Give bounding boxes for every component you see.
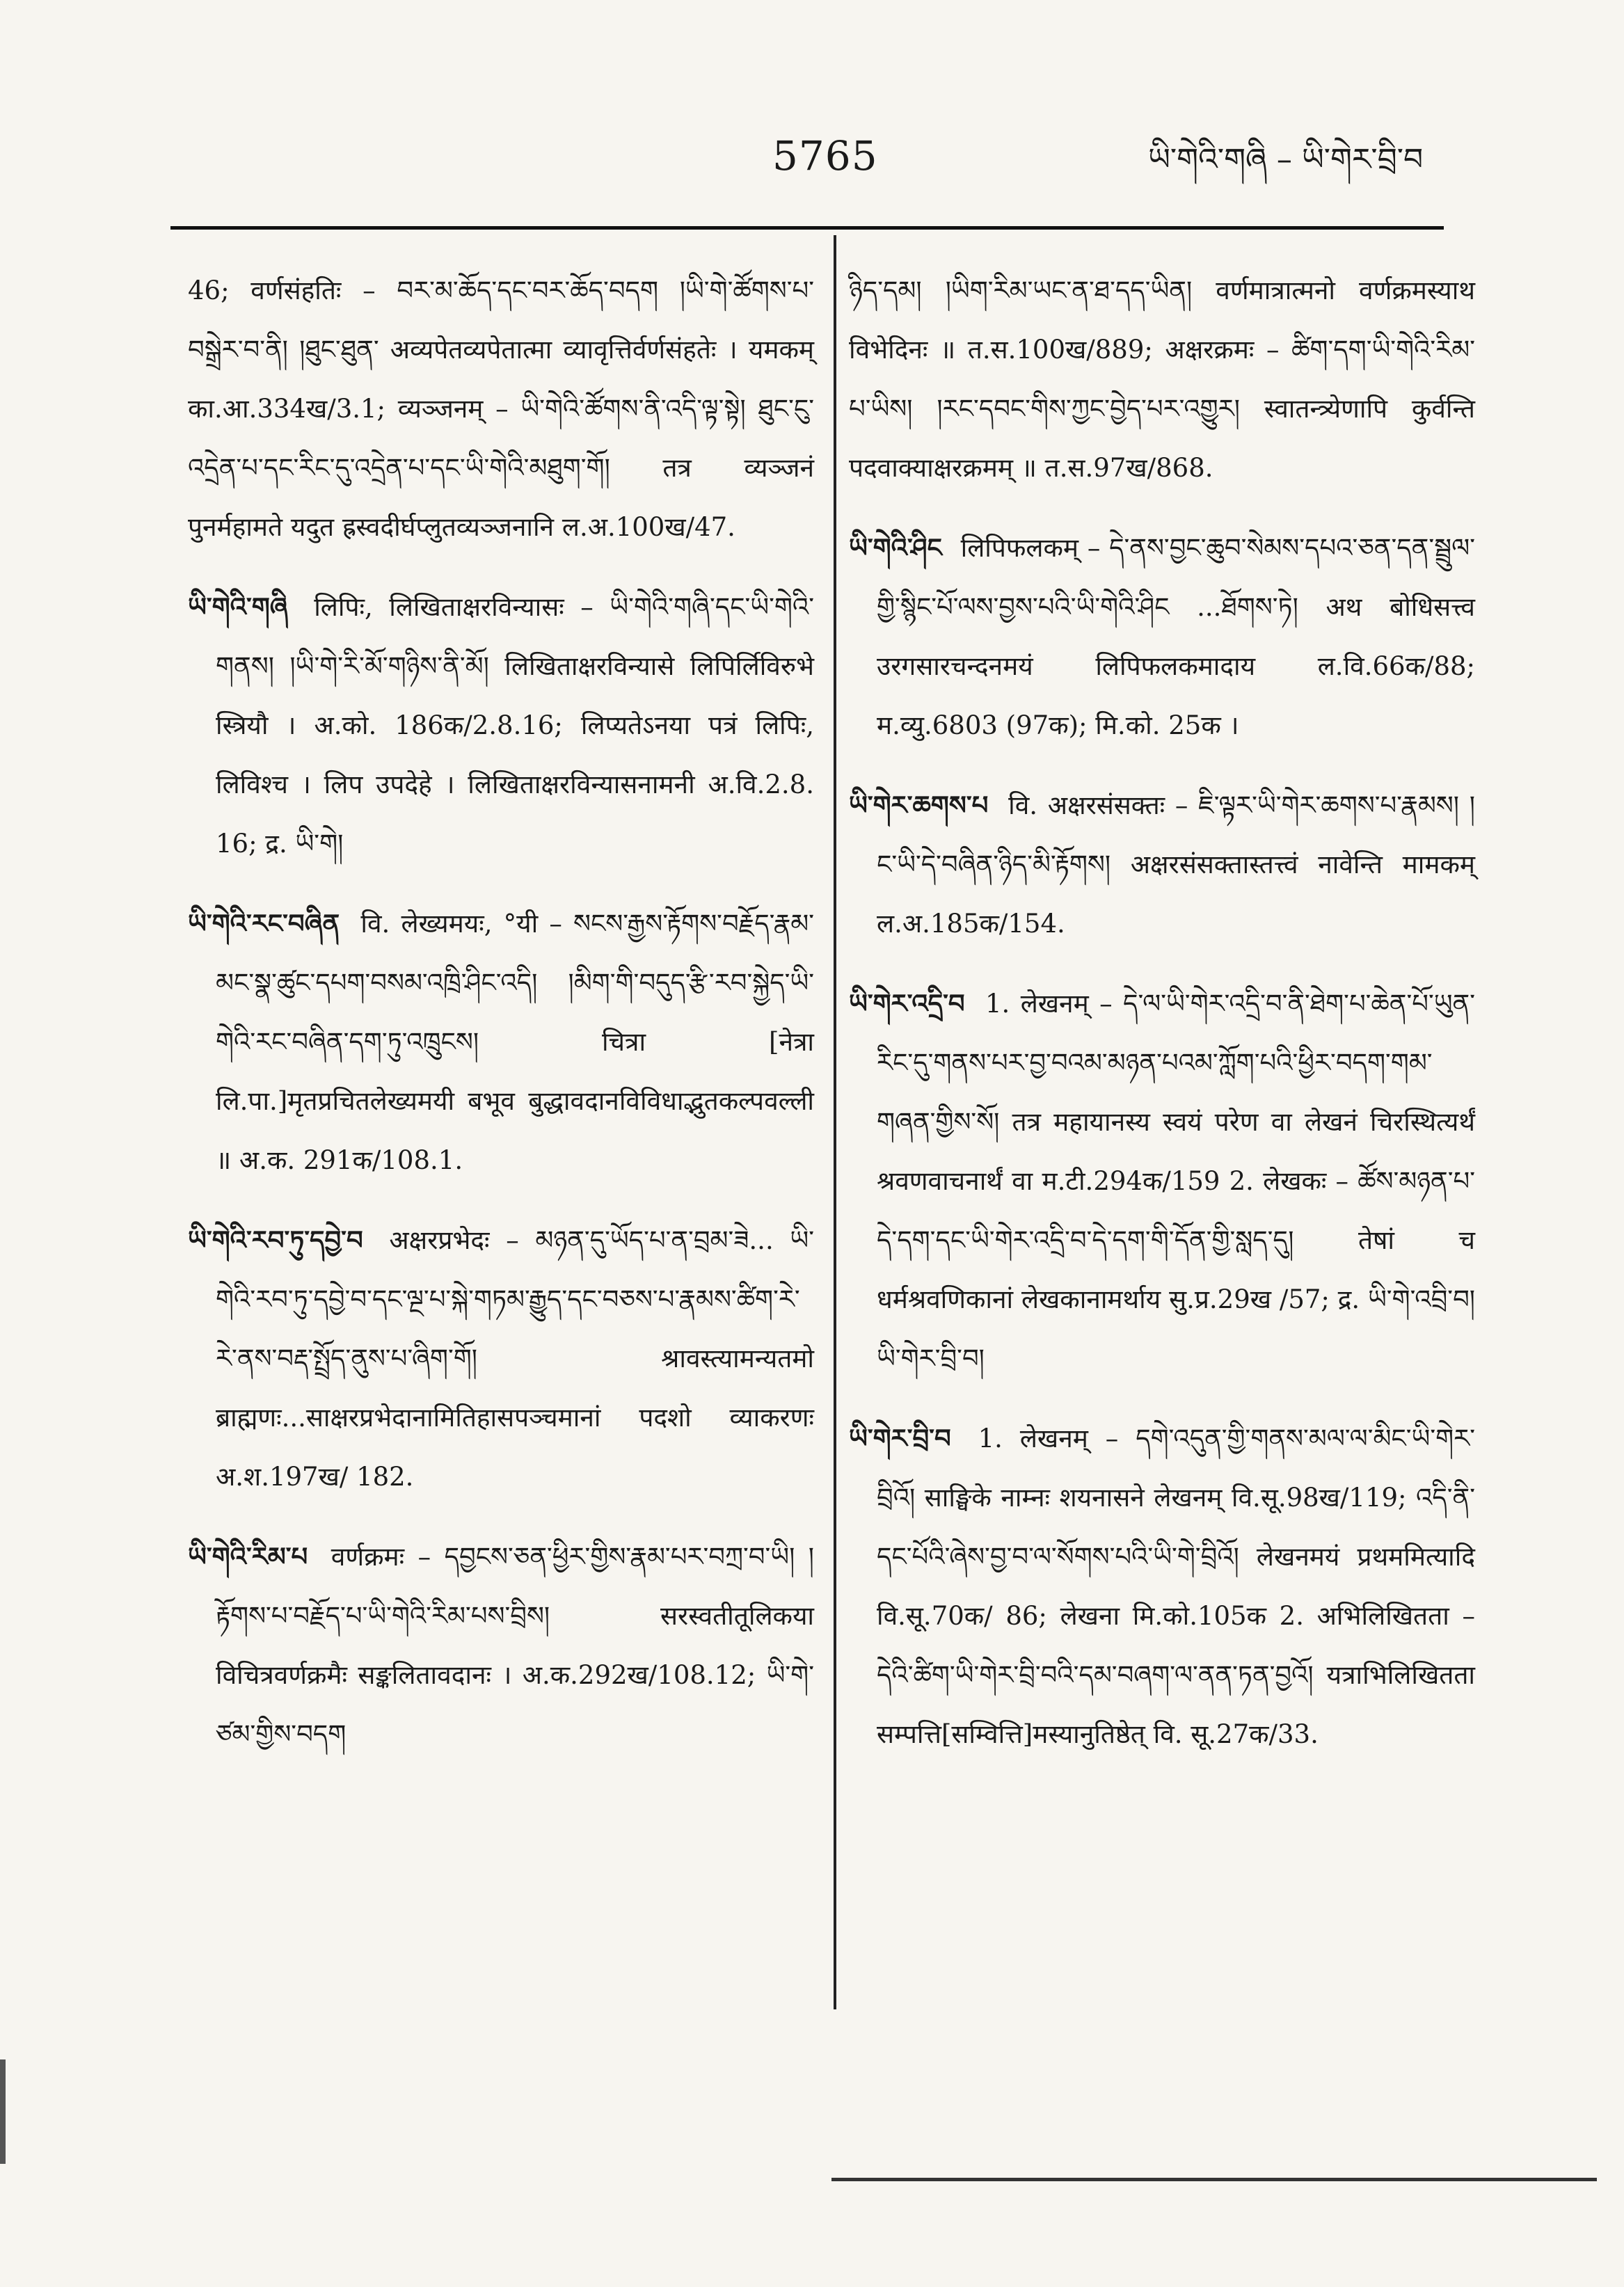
entry-headword: ཡི་གེར་བྲི་བ	[849, 1424, 951, 1453]
dictionary-entry	[849, 776, 1475, 953]
bottom-rule	[831, 2178, 1597, 2181]
entry-text: वि. अक्षरसंसक्तः – ཇི་ལྟར་ཡི་གེར་ཆགས་པ་རྣམས། །ང་ཡི་དེ་བཞིན་ཉིད་མི་རྟོགས། अक्षरसंसक्तास्तत्त्वं नावेन्ति मामकम् ल.अ.185क/154.	[877, 790, 1475, 939]
entry-text: ཉིད་དམ། །ཡིག་རིམ་ཡང་ན་ཐ་དད་ཡིན། वर्णमात्रात्मनो वर्णक्रमस्याथ विभेदिनः ॥ त.स.100ख/889; अक्षरक्रमः – ཚིག་དག་ཡི་གེའི་རིམ་པ་ཡིས། །རང་དབང་གིས་ཀྱང་བྱེད་པར་འགྱུར། स्वातन्त्र्येणापि कुर्वन्ति पदवाक्याक्षरक्रमम् ॥ त.स.97ख/868.	[849, 276, 1475, 483]
entry-headword: ཡི་གེར་འདྲི་བ	[849, 989, 965, 1019]
entry-text: वि. लेख्यमयः, °यी – སངས་རྒྱས་རྟོགས་བརྗོད་རྣམ་མང་སྣ་ཚུང་དཔག་བསམ་འཁྲི་ཤིང་འདི། །མིག་གི་བདུད་རྩི་རབ་སྐྱེད་ཡི་གེའི་རང་བཞིན་དག་ཏུ་འཁྲུངས། चित्रा [नेत्रा लि.पा.]मृतप्रचितलेख्यमयी बभूव बुद्धावदानविविधाद्भुतकल्पवल्ली ॥ अ.क. 291क/108.1.	[216, 909, 815, 1175]
entry-text: 1. लेखनम् – དེ་ལ་ཡི་གེར་འདྲི་བ་ནི་ཐེག་པ་ཆེན་པོ་ཡུན་རིང་དུ་གནས་པར་བྱ་བའམ་མཉན་པའམ་ཀློག་པའི་ཕྱིར་བདག་གམ་གཞན་གྱིས་སོ། तत्र महायानस्य स्वयं परेण वा लेखनं चिरस्थित्यर्थं श्रवणवाचनार्थं वा म.टी.294क/159 2. लेखकः – ཚོས་མཉན་པ་དེ་དག་དང་ཡི་གེར་འདྲི་བ་དེ་དག་གི་དོན་གྱི་སླད་དུ། तेषां च धर्मश्रवणिकानां लेखकानामर्थाय सु.प्र.29ख /57; द्र. ཡི་གེ་འབྲི་བ། ཡི་གེར་བྲི་བ།	[877, 989, 1475, 1373]
entry-text: लिपिः, लिखिताक्षरविन्यासः – ཡི་གེའི་གཞི་དང་ཡི་གེའི་གནས། །ཡི་གེ་རི་མོ་གཉིས་ནི་མོ། लिखिताक्षरविन्यासे लिपिर्लिविरुभे स्त्रियौ । अ.को. 186क/2.8.16; लिप्यतेऽनया पत्रं लिपिः, लिविश्च । लिप उपदेहे । लिखिताक्षरविन्यासनामनी अ.वि.2.8. 16; द्र. ཡི་གེ།	[216, 592, 814, 859]
entry-headword: ཡི་གེའི་རབ་ཏུ་དབྱེ་བ	[188, 1225, 363, 1255]
dictionary-entry	[849, 261, 1475, 497]
dictionary-entry	[188, 1527, 814, 1764]
header-rule	[170, 226, 1444, 230]
dictionary-entry	[849, 518, 1475, 755]
entry-text: 1. लेखनम् – དགེ་འདུན་གྱི་གནས་མལ་ལ་མིང་ཡི་གེར་བྲིའོ། साङ्घिके नाम्नः शयनासने लेखनम् वि.सू.98ख/119; འདི་ནི་དང་པོའི་ཞེས་བྱ་བ་ལ་སོགས་པའི་ཡི་གེ་བྲིའོ། लेखनमयं प्रथममित्यादि वि.सू.70क/ 86; लेखना मि.को.105क 2. अभिलिखितता – དེའི་ཚིག་ཡི་གེར་བྲི་བའི་དམ་བཞག་ལ་ནན་ཏན་བྱའོ། यत्राभिलिखितता सम्पत्ति[सम्वित्ति]मस्यानुतिष्ठेत् वि. सू.27क/33.	[877, 1424, 1476, 1749]
entry-text: 46; वर्णसंहतिः – བར་མ་ཆོད་དང་བར་ཆོད་བདག །ཡི་གེ་ཚོགས་པ་བསྒྲེར་བ་ནི། །ཐུང་ཐུན་ अव्यपेतव्यपेतात्मा व्यावृत्तिर्वर्णसंहतेः । यमकम् का.आ.334ख/3.1; व्यञ्जनम् – ཡི་གེའི་ཚོགས་ནི་འདི་ལྟ་སྟེ། ཐུང་ངུ་འདྲེན་པ་དང་རིང་དུ་འདྲེན་པ་དང་ཡི་གེའི་མཐུག་གོ། तत्र व्यञ्जनं पुनर्महामते यदुत ह्रस्वदीर्घप्लुतव्यञ्जनानि ल.अ.100ख/47.	[188, 276, 814, 542]
entry-headword: ཡི་གེར་ཆགས་པ	[849, 790, 989, 820]
dictionary-entry	[849, 974, 1475, 1388]
entry-headword: ཡི་གེའི་རིམ་པ	[188, 1542, 308, 1572]
left-column	[188, 261, 814, 1785]
running-head: ཡི་གེའི་གཞི – ཡི་གེར་བྲི་བ	[1148, 142, 1424, 177]
dictionary-entry	[849, 1409, 1475, 1764]
entry-headword: ཡི་གེའི་ཤིང	[849, 533, 942, 563]
dictionary-entry	[188, 1211, 814, 1506]
entry-text: लिपिफलकम् – དེ་ནས་བྱང་ཆུབ་སེམས་དཔའ་ཅན་དན་སྦྲུལ་གྱི་སྙིང་པོ་ལས་བྱས་པའི་ཡི་གེའི་ཤིང ...ཐོགས་ཏེ། अथ बोधिसत्त्व उरगसारचन्दनमयं लिपिफलकमादाय ल.वि.66क/88; म.व्यु.6803 (97क); मि.को. 25क ।	[877, 533, 1475, 740]
entry-text: अक्षरप्रभेदः – མཉན་དུ་ཡོད་པ་ན་བྲམ་ཟེ... ཡི་གེའི་རབ་ཏུ་དབྱེ་བ་དང་ལྔ་པ་སྐེ་གཏམ་རྒྱུད་དང་བཅས་པ་རྣམས་ཚིག་རེ་རེ་ནས་བརྡ་སྤྲོད་ནུས་པ་ཞིག་གོ། श्रावस्त्यामन्यतमो ब्राह्मणः...साक्षरप्रभेदानामितिहासपञ्चमानां पदशो व्याकरणः अ.श.197ख/ 182.	[216, 1225, 815, 1492]
entry-headword: ཡི་གེའི་གཞི	[188, 592, 288, 622]
entry-headword: ཡི་གེའི་རང་བཞིན	[188, 909, 340, 939]
right-column	[849, 261, 1475, 1785]
dictionary-entry	[188, 894, 814, 1190]
dictionary-entry	[188, 261, 814, 557]
dictionary-entry	[188, 577, 814, 873]
scan-edge-mark	[0, 2059, 6, 2164]
entry-text: वर्णक्रमः – དབྱངས་ཅན་ཕྱིར་གྱིས་རྣམ་པར་བཀྲ་བ་ཡི། །རྟོགས་པ་བརྗོད་པ་ཡི་གེའི་རིམ་པས་བྲིས། सरस्वतीतूलिकया विचित्रवर्णक्रमैः सङ्कलितावदानः । अ.क.292ख/108.12; ཡི་གེ་ཙམ་གྱིས་བདག	[216, 1542, 814, 1749]
page-number: 5765	[772, 132, 878, 180]
column-divider	[834, 235, 836, 2009]
